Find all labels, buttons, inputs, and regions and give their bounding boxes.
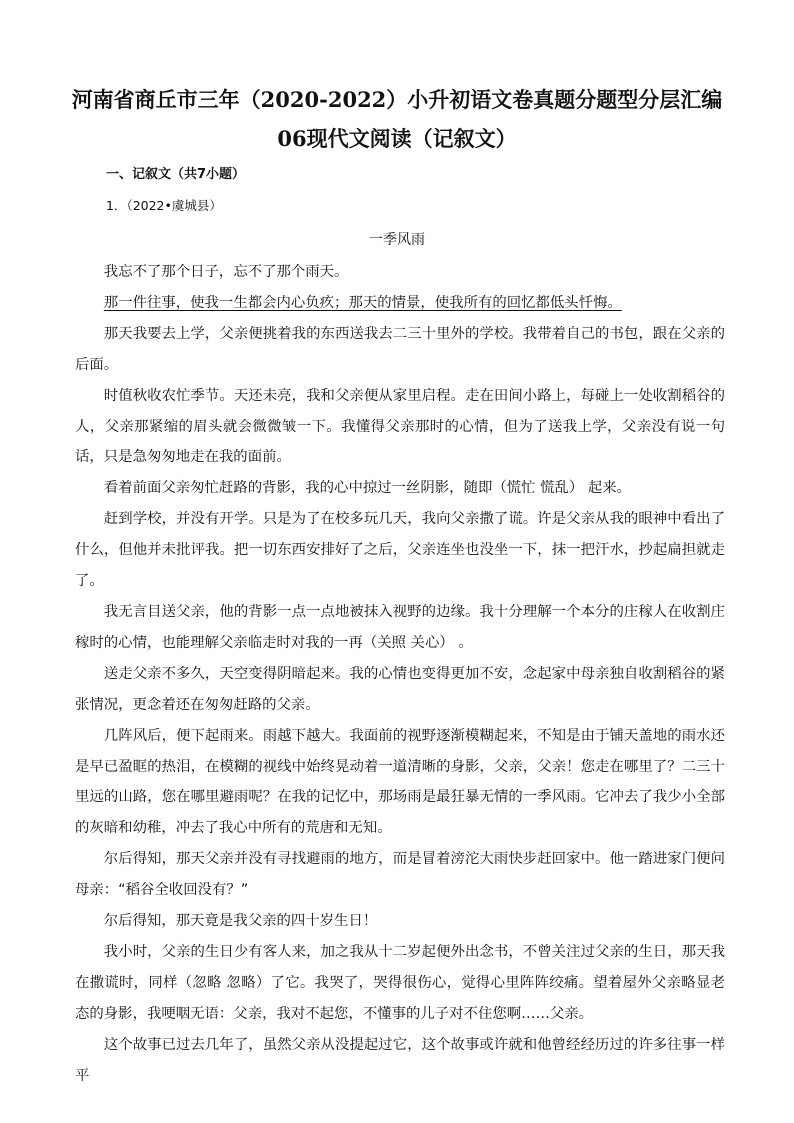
section-heading: 一、记叙文（共7小题）	[106, 167, 246, 182]
paragraph: 我小时，父亲的生日少有客人来，加之我从十二岁起便外出念书，不曾关注过父亲的生日，那天我在撒谎时，同样（忽略 忽略）了它。我哭了，哭得很伤心，觉得心里阵阵绞痛。望着屋外父亲略显老态的身影，我哽咽无语：父亲，我对不起您，不懂事的儿子对不住您啊……父亲。	[75, 943, 725, 1022]
paragraph: 几阵风后，便下起雨来。雨越下越大。我面前的视野逐渐模糊起来，不知是由于铺天盖地的雨水还是早已盈眶的热泪，在模糊的视线中始终晃动着一道清晰的身影，父亲，父亲！您走在哪里了？二三十里远的山路，您在哪里避雨呢？在我的记忆中，那场雨是最狂暴无情的一季风雨。它冲去了我少小全部的灰暗和幼稚，冲去了我心中所有的荒唐和无知。	[75, 727, 725, 837]
paragraph: 赶到学校，并没有开学。只是为了在校多玩几天，我向父亲撒了谎。许是父亲从我的眼神中看出了什么，但他并未批评我。把一切东西安排好了之后，父亲连坐也没坐一下，抹一把汗水，抄起扁担就走了。	[75, 511, 725, 590]
passage-title: 一季风雨	[369, 232, 425, 248]
passage-body	[75, 257, 725, 1091]
document-subtitle: 06现代文阅读（记叙文）	[277, 126, 517, 151]
paragraph: 尔后得知，那天竟是我父亲的四十岁生日！	[103, 913, 378, 930]
paragraph: 尔后得知，那天父亲并没有寻找避雨的地方，而是冒着滂沱大雨快步赶回家中。他一踏进家门便问母亲：“稻谷全收回没有？”	[75, 851, 725, 899]
paragraph: 送走父亲不多久，天空变得阴暗起来。我的心情也变得更加不安，念起家中母亲独自收割稻谷的紧张情况，更念着还在匆匆赶路的父亲。	[75, 665, 725, 713]
paragraph: 我无言目送父亲，他的背影一点一点地被抹入视野的边缘。我十分理解一个本分的庄稼人在收割庄稼时的心情，也能理解父亲临走时对我的一再（关照 关心） 。	[75, 603, 725, 651]
paragraph: 我忘不了那个日子，忘不了那个雨天。	[103, 264, 349, 280]
paragraph: 这个故事已过去几年了，虽然父亲从没提起过它，这个故事或许就和他曾经经历过的许多往事一样平	[75, 1036, 725, 1084]
paragraph: 时值秋收农忙季节。天还未亮，我和父亲便从家里启程。走在田间小路上，每碰上一处收割稻谷的人，父亲那紧缩的眉头就会微微皱一下。我懂得父亲那时的心情，但为了送我上学，父亲没有说一句话，只是急匆匆地走在我的面前。	[75, 387, 725, 466]
document-title: 河南省商丘市三年（2020-2022）小升初语文卷真题分题型分层汇编	[71, 87, 723, 112]
paragraph: 看着前面父亲匆忙赶路的背影，我的心中掠过一丝阴影，随即（慌忙 慌乱） 起来。	[103, 480, 632, 497]
question-number: 1．（2022•虞城县）	[106, 198, 222, 213]
underlined-sentence: 那一件往事，使我一生都会内心负疚；那天的情景，使我所有的回忆都低头忏悔。	[103, 294, 622, 311]
paragraph: 那天我要去上学，父亲便挑着我的东西送我去二三十里外的学校。我带着自己的书包，跟在父亲的后面。	[75, 325, 725, 373]
paragraph-underlined	[75, 288, 725, 319]
